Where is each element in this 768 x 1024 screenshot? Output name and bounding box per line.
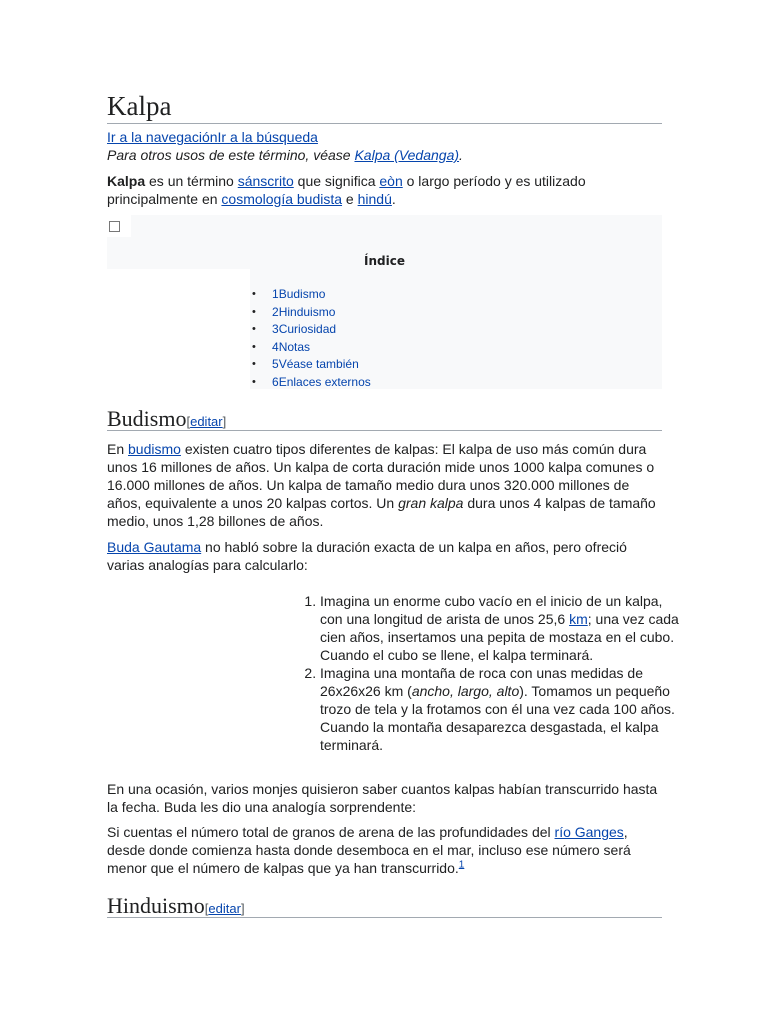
lead-bold-term: Kalpa	[107, 173, 146, 189]
para-text: Si cuentas el número total de granos de arena de las profundidades del	[107, 824, 555, 840]
jump-to-navigation-link[interactable]: Ir a la navegación	[107, 129, 218, 145]
toc-item-number: 2	[272, 304, 279, 319]
edit-bracket: ]	[240, 901, 245, 916]
budismo-paragraph-2	[107, 538, 662, 574]
toc-item-number: 6	[272, 374, 279, 389]
toc-item-label: Notas	[278, 339, 311, 354]
analogy-item	[320, 592, 682, 664]
para-text: En	[107, 441, 129, 457]
link-buda-gautama[interactable]: Buda Gautama	[107, 539, 202, 555]
budismo-quote	[107, 823, 662, 877]
edit-section	[205, 901, 245, 916]
table-of-contents	[107, 215, 662, 389]
link-km[interactable]: km	[569, 611, 588, 627]
heading-text: Hinduismo	[107, 893, 205, 918]
lead-text: que significa	[293, 173, 380, 189]
toc-item-label: Curiosidad	[278, 322, 337, 336]
edit-link[interactable]: editar	[190, 414, 223, 429]
reference-link[interactable]: 1	[458, 859, 465, 871]
para-italic: gran kalpa	[398, 495, 464, 511]
toc-toggle-checkbox[interactable]	[109, 221, 120, 232]
budismo-paragraph-3	[107, 780, 662, 816]
para-text: no habló sobre la duración exacta de un kalpa en años, pero ofreció varias analogías para calcularlo:	[107, 539, 627, 573]
hatnote-suffix: .	[459, 147, 463, 163]
edit-link[interactable]: editar	[208, 901, 241, 916]
toc-item-enlaces-externos[interactable]	[252, 374, 371, 392]
jump-to-search-link[interactable]: Ir a la búsqueda	[217, 129, 318, 145]
heading-text: Budismo	[107, 406, 187, 431]
toc-item-budismo[interactable]	[252, 286, 371, 304]
link-rio-ganges[interactable]: río Ganges	[554, 824, 624, 840]
lead-paragraph	[107, 172, 662, 208]
section-heading-hinduismo	[107, 892, 662, 918]
hatnote	[107, 146, 662, 164]
toc-item-hinduismo[interactable]	[252, 304, 371, 322]
hatnote-link[interactable]: Kalpa (Vedanga)	[354, 147, 460, 163]
toc-item-label: Véase también	[278, 357, 359, 371]
analogy-text: ; una vez cada cien años, insertamos una pepita de mostaza en el cubo. Cuando el cubo se llene, el kalpa terminará.	[320, 611, 679, 663]
page-title: Kalpa	[107, 88, 662, 124]
link-eon[interactable]: eòn	[379, 173, 403, 189]
analogy-italic: ancho, largo, alto	[411, 683, 520, 699]
link-cosmologia-budista[interactable]: cosmología budista	[221, 191, 343, 207]
link-sanscrito[interactable]: sánscrito	[237, 173, 294, 189]
analogy-text: ). Tomamos un pequeño trozo de tela y la frotamos con él una vez cada 100 años. Cuando la montaña desaparezca desgastada, el kalpa terminará.	[320, 683, 675, 753]
lead-text: .	[391, 191, 396, 207]
edit-bracket: [	[204, 901, 209, 916]
link-budismo[interactable]: budismo	[128, 441, 181, 457]
toc-title: Índice	[364, 254, 405, 268]
toc-item-number: 3	[272, 322, 279, 336]
toc-list	[252, 286, 371, 391]
link-hindu[interactable]: hindú	[357, 191, 392, 207]
edit-bracket: ]	[222, 414, 227, 429]
analogy-text: Imagina una montaña de roca con unas medidas de 26x26x26 km (	[320, 665, 643, 699]
analogy-item	[320, 664, 682, 754]
para-text: existen cuatro tipos diferentes de kalpas: El kalpa de uso más común dura unos 16 millones de años. Un kalpa de corta duración mide unos 1000 kalpa comunes o 16.000 millones de años. Un kalpa de tamaño medio dura unos 320.000 millones de años, equivalente a unos 20 kalpas cortos. Un	[107, 441, 655, 511]
lead-text: o largo período y es utilizado principalmente en	[107, 173, 586, 207]
lead-text: e	[342, 191, 358, 207]
toc-item-label: Hinduismo	[278, 304, 336, 319]
jump-links	[107, 128, 662, 146]
toc-item-curiosidad[interactable]	[252, 321, 371, 339]
toc-item-number: 5	[272, 357, 279, 371]
para-text: En una ocasión, varios monjes quisieron saber cuantos kalpas habían transcurrido hasta la fecha. Buda les dio una analogía sorprendente:	[107, 781, 658, 815]
lead-text: es un término	[145, 173, 238, 189]
toc-item-label: Enlaces externos	[278, 374, 371, 389]
toc-toggle-area	[107, 215, 131, 237]
edit-section	[186, 414, 226, 429]
toc-item-number: 1	[272, 287, 279, 301]
toc-item-vease-tambien[interactable]	[252, 356, 371, 374]
edit-bracket: [	[186, 414, 191, 429]
section-heading-budismo	[107, 405, 662, 431]
toc-item-label: Budismo	[278, 287, 326, 301]
toc-spacer	[107, 269, 250, 389]
para-text: , desde donde comienza hasta donde desemboca en el mar, incluso ese número será menor que el número de kalpas que ya han transcurrido.	[107, 824, 631, 876]
toc-item-notas[interactable]	[252, 339, 371, 357]
para-text: dura unos 4 kalpas de tamaño medio, unos 1,28 billones de años.	[107, 495, 656, 529]
analogies-list	[300, 592, 682, 754]
hatnote-text: Para otros usos de este término, véase	[107, 147, 355, 163]
budismo-paragraph-1	[107, 440, 662, 530]
analogy-text: Imagina un enorme cubo vacío en el inicio de un kalpa, con una longitud de arista de unos 25,6	[320, 593, 663, 627]
toc-item-number: 4	[272, 339, 279, 354]
